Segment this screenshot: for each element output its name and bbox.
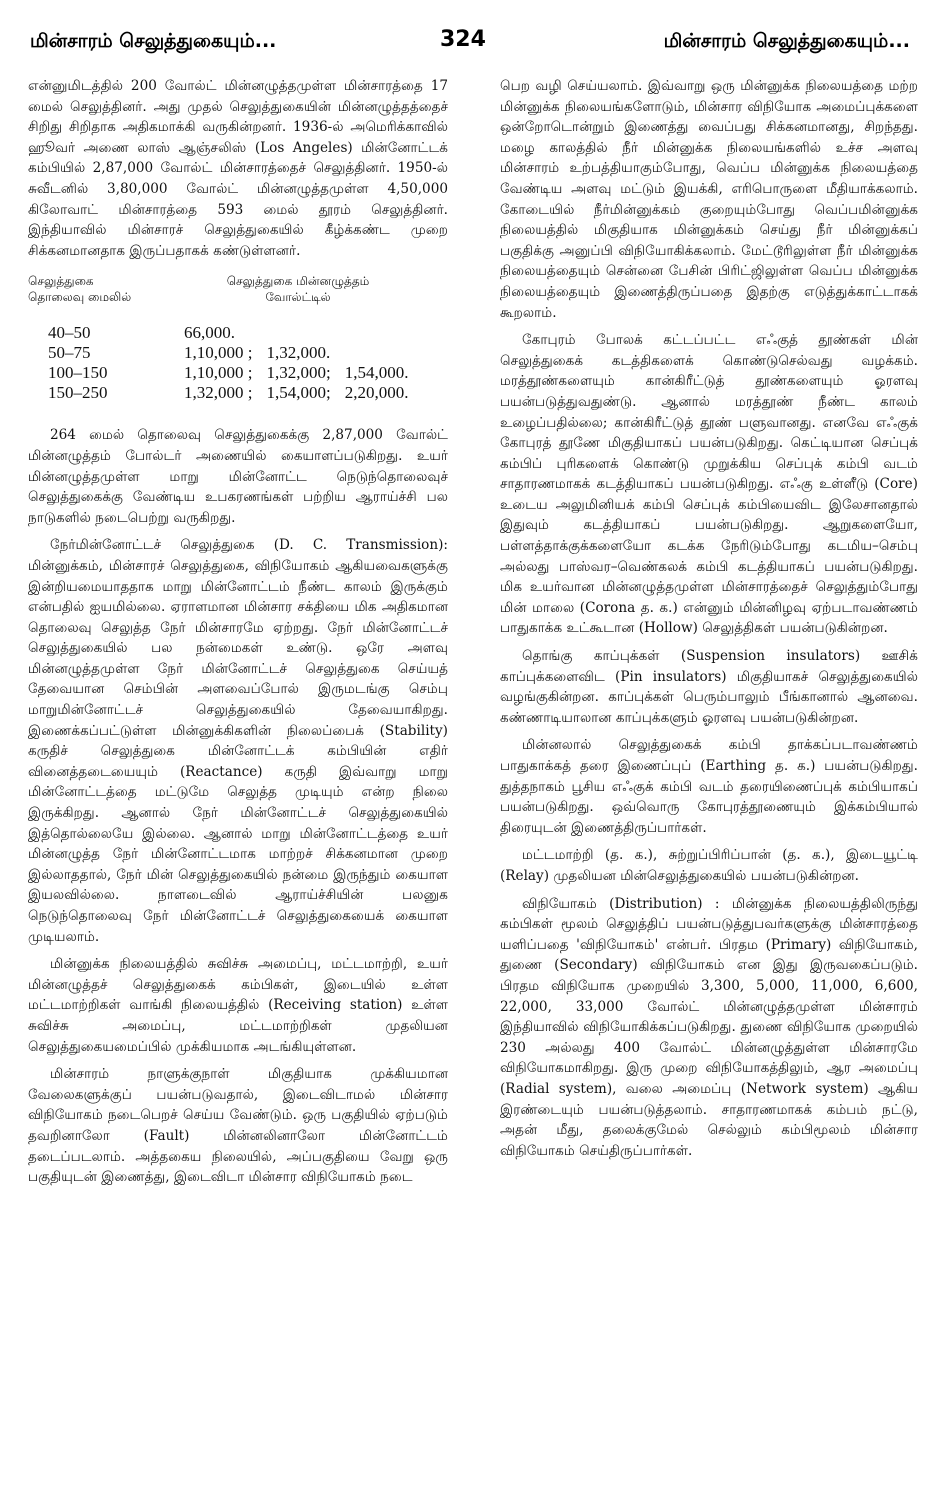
table-cell: 1,10,000 ; — [184, 343, 253, 363]
table-cell: 1,10,000 ; — [184, 363, 253, 383]
table-cell: 150–250 — [48, 383, 108, 403]
table-cell: 66,000. — [184, 323, 235, 343]
table-cell: 100–150 — [48, 363, 108, 383]
paragraph: 264 மைல் தொலைவு செலுத்துகைக்கு 2,87,000 வோல்ட் மின்னழுத்தம் போல்டர் அணையில் கையாளப்படுகிறது. உயர் மின்னழுத்தமுள்ள மாறு மின்னோட்ட நெடுந்தொலைவுச் செலுத்துகைக்கு வேண்டிய உபகரணங்கள் பற்றிய ஆராய்ச்சி பல நாடுகளில் நடைபெற்று வருகிறது. — [28, 427, 448, 526]
paragraph: மின்னலால் செலுத்துகைக் கம்பி தாக்கப்படாவண்ணம் பாதுகாக்கத் தரை இணைப்புப் (Earthing த. க.) பயன்படுகிறது. துத்தநாகம் பூசிய எஃகுக் கம்பி வடம் தரையிணைப்புக் கம்பியாகப் பயன்படுகிறது. ஒவ்வொரு கோபுரத்தூணையும் இக்கம்பியால் திரையுடன் இணைத்திருப்பார்கள். — [500, 737, 918, 836]
paragraph: பெற வழி செய்யலாம். இவ்வாறு ஒரு மின்னுக்க நிலையத்தை மற்ற மின்னுக்க நிலையங்களோடும், மின்சார விநியோக அமைப்புக்களை ஒன்றோடொன்றும் இணைத்து வைப்பது சிக்கனமானது, சிறந்தது. மழை காலத்தில் நீர் மின்னுக்க நிலையங்களில் உச்ச அளவு மின்சாரம் உற்பத்தியாகும்போது, வெப்ப மின்னுக்க நிலையத்தை வேண்டிய அளவு மட்டும் இயக்கி, எரிபொருளை மீதியாக்கலாம். கோடையில் நீர்மின்னுக்கம் குறையும்போது வெப்பமின்னுக்க நிலையத்தில் மிகுதியாக மின்னுக்கம் செய்து நீர் மின்னுக்கப் பகுதிக்கு அனுப்பி விநியோகிக்கலாம். மேட்டூரிலுள்ள நீர் மின்னுக்க நிலையத்தையும் சென்னை பேசின் பிரிட்ஜிலுள்ள வெப்ப மின்னுக்க நிலையத்தையும் இணைத்திருப்பதை இதற்கு எடுத்துக்காட்டாகக் கூறலாம். — [500, 78, 918, 321]
paragraph: மின்சாரம் நாளுக்குநாள் மிகுதியாக முக்கியமான வேலைகளுக்குப் பயன்படுவதால், இடைவிடாமல் மின்சார விநியோகம் நடைபெறச் செய்ய வேண்டும். ஒரு பகுதியில் ஏற்படும் தவறினாலோ (Fault) மின்னலினாலோ மின்னோட்டம் தடைப்படலாம். அத்தகைய நிலையில், அப்பகுதியை வேறு ஒரு பகுதியுடன் இணைத்து, இடைவிடா மின்சார விநியோகம் நடை — [28, 1066, 448, 1186]
running-head-left: மின்சாரம் செலுத்துகையும்... — [30, 30, 277, 52]
voltage-distance-table — [48, 323, 422, 403]
table-header — [28, 273, 448, 305]
left-column — [28, 76, 448, 1195]
paragraph-distribution: விநியோகம் (Distribution) : மின்னுக்க நிலையத்திலிருந்து கம்பிகள் மூலம் செலுத்திப் பயன்படுத்துபவர்களுக்கு மின்சாரத்தை யளிப்பதை 'விநியோகம்' என்பர். பிரதம (Primary) விநியோகம், துணை (Secondary) விநியோகம் என இது இருவகைப்படும். பிரதம விநியோக முறையில் 3,300, 5,000, 11,000, 6,600, 22,000, 33,000 வோல்ட் மின்னழுத்தமுள்ள மின்சாரம் இந்தியாவில் விநியோகிக்கப்படுகிறது. துணை விநியோக முறையில் 230 அல்லது 400 வோல்ட் மின்னழுத்துள்ள மின்சாரமே விநியோகமாகிறது. இரு முறை விநியோகத்திலும், ஆர அமைப்பு (Radial system), வலை அமைப்பு (Network system) ஆகிய இரண்டையும் பயன்படுத்தலாம். சாதாரணமாகக் கம்பம் நட்டு, அதன் மீது, தலைக்குமேல் செல்லும் கம்பிமூலம் மின்சார விநியோகம் செய்திருப்பார்கள். — [500, 895, 918, 1159]
table-cell: 1,32,000. — [266, 343, 331, 363]
table-cell: 50–75 — [48, 343, 91, 363]
table-cell: 1,54,000. — [344, 363, 409, 383]
table-header-distance: செலுத்துகை தொலைவு மைலில் — [28, 274, 132, 305]
table-row — [48, 343, 422, 363]
table-cell: 1,32,000; — [266, 363, 331, 383]
table-cell — [266, 323, 344, 343]
table-cell — [345, 323, 423, 343]
paragraph: மட்டமாற்றி (த. க.), சுற்றுப்பிரிப்பான் (த. க.), இடையூட்டி (Relay) முதலியன மின்செலுத்துகையில் பயன்படுகின்றன. — [500, 847, 918, 884]
table-cell: 1,54,000; — [266, 383, 331, 403]
table-cell: 1,32,000 ; — [184, 383, 253, 403]
paragraph: கோபுரம் போலக் கட்டப்பட்ட எஃகுத் தூண்கள் மின் செலுத்துகைக் கடத்திகளைக் கொண்டுசெல்வது வழக்கம். மரத்தூண்களையும் கான்கிரீட்டுத் தூண்களையும் ஓரளவு பயன்படுத்துவதுண்டு. ஆனால் மரத்தூண் நீண்ட காலம் உழைப்பதில்லை; கான்கிரீட்டுத் தூண் பளுவானது. எனவே எஃகுக் கோபுரத் தூணே மிகுதியாகப் பயன்படுகிறது. கெட்டியான செப்புக் கம்பிப் புரிகளைக் கொண்டு முறுக்கிய செப்புக் கம்பி வடம் சாதாரணமாகக் கடத்தியாகப் பயன்படுகிறது. எஃகு உள்ளீடு (Core) உடைய அலுமினியக் கம்பி செப்புக் கம்பியைவிட இலேசானதால் இதுவும் கடத்தியாகப் பயன்படுகிறது. ஆறுகளையோ, பள்ளத்தாக்குக்களையோ கடக்க நேரிடும்போது கடமிய–செம்பு அல்லது பாஸ்வர–வெண்கலக் கம்பி கடத்தியாகப் பயன்படுகிறது. மிக உயர்வான மின்னழுத்தமுள்ள மின்சாரத்தைச் செலுத்தும்போது மின் மாலை (Corona த. க.) என்னும் மின்னிழவு ஏற்படாவண்ணம் பாதுகாக்க உட்கூடான (Hollow) செலுத்திகள் பயன்படுகின்றன. — [500, 332, 918, 637]
table-cell — [345, 343, 423, 363]
paragraph: மின்னுக்க நிலையத்தில் சுவிச்சு அமைப்பு, மட்டமாற்றி, உயர் மின்னழுத்தச் செலுத்துகைக் கம்பிகள், இடையில் உள்ள மட்டமாற்றிகள் வாங்கி நிலையத்தில் (Receiving station) உள்ள சுவிச்சு அமைப்பு, மட்டமாற்றிகள் முதலியன செலுத்துகையமைப்பில் முக்கியமாக அடங்கியுள்ளன. — [28, 956, 448, 1055]
table-cell: 2,20,000. — [344, 383, 409, 403]
table-row — [48, 363, 422, 383]
page-number: 324 — [440, 27, 486, 52]
right-column — [500, 76, 918, 1168]
running-head-right: மின்சாரம் செலுத்துகையும்... — [663, 30, 910, 52]
paragraph: தொங்கு காப்புக்கள் (Suspension insulators) ஊசிக் காப்புக்களைவிட (Pin insulators) மிகுதியாகச் செலுத்துகையில் வழங்குகின்றன. காப்புக்கள் பெரும்பாலும் பீங்கானால் ஆனவை. கண்ணாடியாலான காப்புக்களும் ஓரளவு பயன்படுகின்றன. — [500, 648, 918, 726]
table-row — [48, 383, 422, 403]
paragraph-dc-transmission: நேர்மின்னோட்டச் செலுத்துகை (D. C. Transmission): மின்னுக்கம், மின்சாரச் செலுத்துகை, விநியோகம் ஆகியவைகளுக்கு இன்றியமையாததாக மாறு மின்னோட்டம் நீண்ட காலம் இருக்கும் என்பதில் ஐயமில்லை. ஏராளமான மின்சார சக்தியை மிக அதிகமான தொலைவு செலுத்த நேர் மின்சாரமே ஏற்றது. நேர் மின்னோட்டச் செலுத்துகையில் பல நன்மைகள் உண்டு. ஒரே அளவு மின்னழுத்தமுள்ள நேர் மின்னோட்டச் செலுத்துகை செய்யத் தேவையான செம்பின் அளவைப்போல் இருமடங்கு செம்பு மாறுமின்னோட்டச் செலுத்துகையில் தேவையாகிறது. இணைக்கப்பட்டுள்ள மின்னுக்கிகளின் நிலைப்பைக் (Stability) கருதிச் செலுத்துகை மின்னோட்டக் கம்பியின் எதிர் வினைத்தடையையும் (Reactance) கருதி இவ்வாறு மாறு மின்னோட்டத்தை மட்டுமே செலுத்த முடியும் என்ற நிலை இருக்கிறது. ஆனால் நேர் மின்னோட்டச் செலுத்துகையில் இத்தொல்லையே இல்லை. ஆனால் மாறு மின்னோட்டத்தை உயர் மின்னழுத்த நேர் மின்னோட்டமாக மாற்றச் சிக்கனமான முறை இல்லாததால், நேர் மின் செலுத்துகையில் நன்மை இருந்தும் கையாள இயலவில்லை. நாளடைவில் ஆராய்ச்சியின் பலனுக நெடுந்தொலைவு நேர் மின்னோட்டச் செலுத்துகையைக் கையாள முடியலாம். — [28, 537, 448, 945]
paragraph: என்னுமிடத்தில் 200 வோல்ட் மின்னழுத்தமுள்ள மின்சாரத்தை 17 மைல் செலுத்தினர். அது முதல் செலுத்துகையின் மின்னழுத்தத்தைச் சிறிது சிறிதாக அதிகமாக்கி வருகின்றனர். 1936-ல் அமெரிக்காவில் ஹூவர் அணை லாஸ் ஆஞ்சலிஸ் (Los Angeles) மின்னோட்டக் கம்பியில் 2,87,000 வோல்ட் மின்சாரத்தைச் செலுத்தினர். 1950-ல் சுவீடனில் 3,80,000 வோல்ட் மின்னழுத்தமுள்ள 4,50,000 கிலோவாட் மின்சாரத்தை 593 மைல் தூரம் செலுத்தினர். இந்தியாவில் மின்சாரச் செலுத்துகையில் கீழ்க்கண்ட முறை சிக்கனமானதாக இருப்பதாகக் கண்டுள்ளனர். — [28, 78, 448, 259]
page-header — [0, 0, 940, 60]
table-header-voltage: செலுத்துகை மின்னழுத்தம் வோல்ட்டில் — [226, 274, 370, 305]
table-cell: 40–50 — [48, 323, 91, 343]
table-row — [48, 323, 422, 343]
